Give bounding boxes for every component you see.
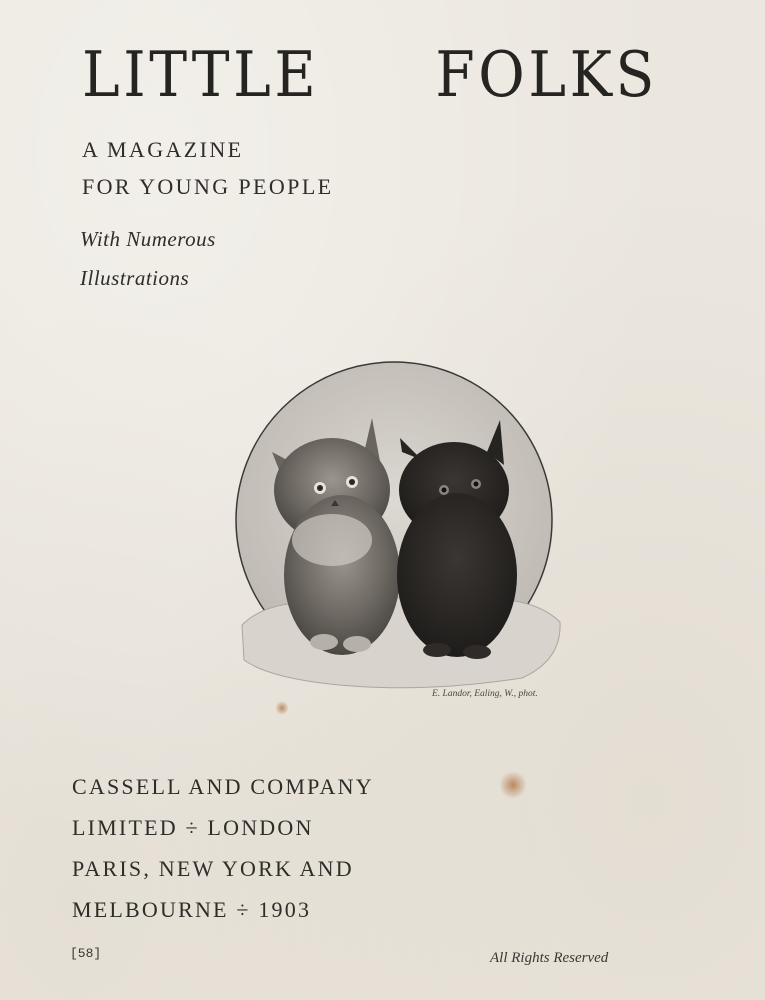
page-code: [58] <box>70 946 102 961</box>
cushion <box>242 597 560 688</box>
publisher-line-2: LIMITED ÷ LONDON <box>72 815 314 840</box>
paper-stain <box>500 770 526 800</box>
rights-notice: All Rights Reserved <box>490 950 609 966</box>
publisher-line-4: MELBOURNE ÷ 1903 <box>72 897 312 922</box>
title-word-folks: FOLKS <box>435 38 658 111</box>
dark-kitten <box>397 420 517 659</box>
photo-credit: E. Landor, Ealing, W., phot. <box>432 689 538 699</box>
publisher-line-1: CASSELL AND COMPANY <box>72 774 374 799</box>
subtitle-line-1: A MAGAZINE <box>82 137 244 162</box>
illustrations-note-line-2: Illustrations <box>80 266 190 290</box>
paper-stain <box>276 700 288 716</box>
kittens-illustration <box>232 360 567 690</box>
title-word-little: LITTLE <box>82 38 320 111</box>
subtitle-line-2: FOR YOUNG PEOPLE <box>82 174 334 199</box>
illustrations-note-line-1: With Numerous <box>80 227 216 251</box>
page-title <box>82 38 658 111</box>
kittens-image <box>232 360 567 690</box>
publisher-line-3: PARIS, NEW YORK AND <box>72 856 354 881</box>
